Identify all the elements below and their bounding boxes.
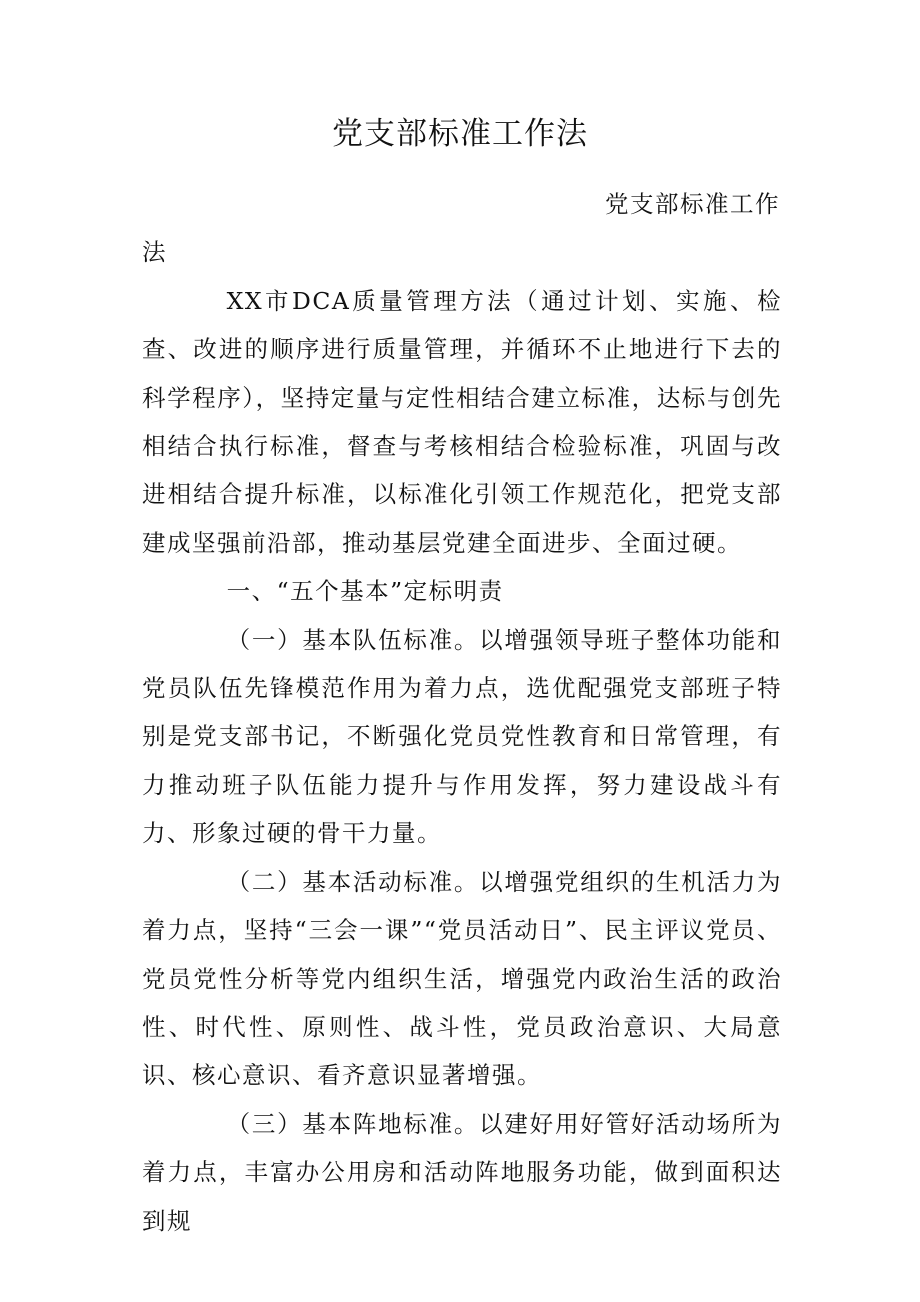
section-heading: 一、“五个基本”定标明责 (226, 577, 504, 606)
subtitle-line: 党支部标准工作 (605, 190, 780, 218)
paragraph-basic-activity: （二）基本活动标准。以增强党组织的生机活力为着力点，坚持“三会一课”“党员活动日”、民主评议党员、党员党性分析等党内组织生活，增强党内政治生活的政治性、时代性、原则性、战斗性，党员政治意识、大局意识、核心意识、看齐意识显著增强。 (142, 867, 782, 1090)
document-body (142, 180, 782, 1245)
intro-paragraph: XX市DCA质量管理方法（通过计划、实施、检查、改进的顺序进行质量管理，并循环不止地进行下去的科学程序），坚持定量与定性相结合建立标准，达标与创先相结合执行标准，督查与考核相结合检验标准，巩固与改进相结合提升标准，以标准化引领工作规范化，把党支部建成坚强前沿部，推动基层党建全面进步、全面过硬。 (142, 286, 782, 557)
document-title: 党支部标准工作法 (332, 116, 588, 152)
paragraph-basic-team: （一）基本队伍标准。以增强领导班子整体功能和党员队伍先锋模范作用为着力点，选优配强党支部班子特别是党支部书记，不断强化党员党性教育和日常管理，有力推动班子队伍能力提升与作用发挥，努力建设战斗有力、形象过硬的骨干力量。 (142, 625, 782, 848)
subtitle-continuation: 法 (142, 238, 167, 267)
paragraph-basic-venue: （三）基本阵地标准。以建好用好管好活动场所为着力点，丰富办公用房和活动阵地服务功能，做到面积达到规 (142, 1109, 782, 1235)
